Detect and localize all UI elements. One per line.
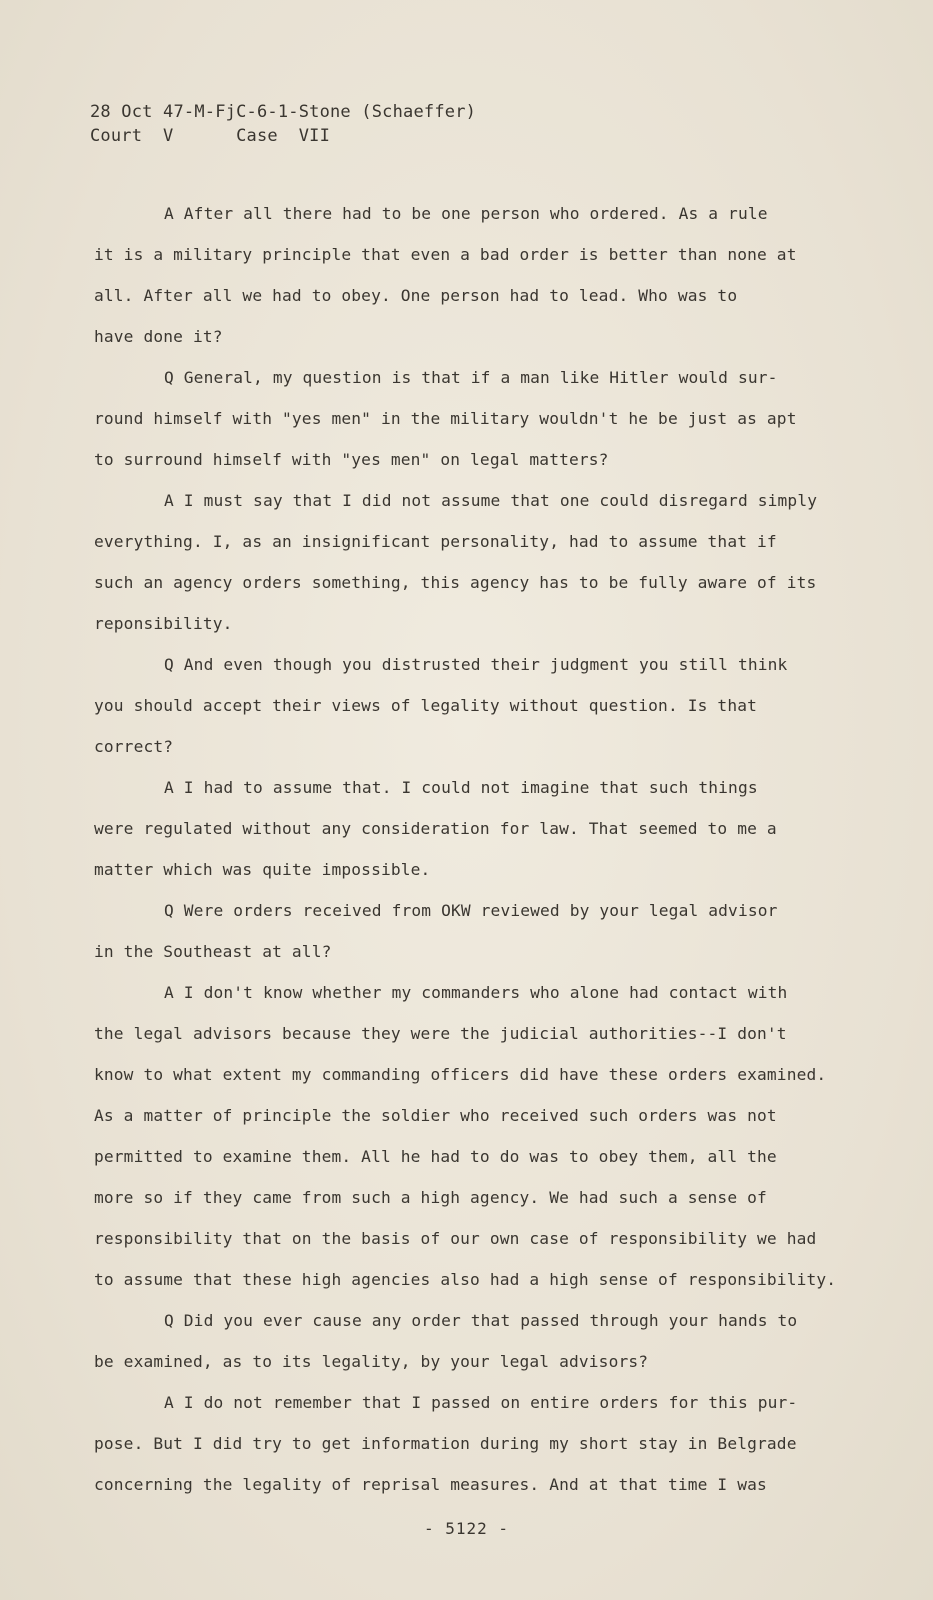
- text-line: Q Did you ever cause any order that passed through your hands to: [164, 1311, 798, 1330]
- header-court-case: Court V Case VII: [90, 126, 331, 146]
- transcript-answer: [94, 972, 884, 1300]
- text-line: the legal advisors because they were the judicial authorities--I don't: [94, 1024, 787, 1043]
- page-number: - 5122 -: [423, 1519, 510, 1538]
- text-line: permitted to examine them. All he had to do was to obey them, all the: [94, 1147, 777, 1166]
- header-case-reference: 28 Oct 47-M-FjC-6-1-Stone (Schaeffer): [90, 102, 477, 122]
- text-line: A I do not remember that I passed on entire orders for this pur-: [164, 1393, 798, 1412]
- text-line: be examined, as to its legality, by your legal advisors?: [94, 1352, 649, 1371]
- transcript-answer: [94, 1382, 884, 1505]
- text-line: all. After all we had to obey. One person had to lead. Who was to: [94, 286, 738, 305]
- text-line: correct?: [94, 737, 174, 756]
- text-line: everything. I, as an insignificant personality, had to assume that if: [94, 532, 777, 551]
- document-header: [90, 100, 476, 148]
- text-line: Q General, my question is that if a man like Hitler would sur-: [164, 368, 778, 387]
- text-line: more so if they came from such a high agency. We had such a sense of: [94, 1188, 767, 1207]
- text-line: to surround himself with "yes men" on legal matters?: [94, 450, 609, 469]
- transcript-question: [94, 1300, 884, 1382]
- text-line: responsibility that on the basis of our own case of responsibility we had: [94, 1229, 817, 1248]
- text-line: to assume that these high agencies also had a high sense of responsibility.: [94, 1270, 837, 1289]
- transcript-question: [94, 357, 884, 480]
- text-line: pose. But I did try to get information during my short stay in Belgrade: [94, 1434, 797, 1453]
- text-line: As a matter of principle the soldier who received such orders was not: [94, 1106, 777, 1125]
- transcript-answer: [94, 480, 884, 644]
- text-line: Q And even though you distrusted their judgment you still think: [164, 655, 788, 674]
- transcript-question: [94, 890, 884, 972]
- transcript-body: [94, 193, 884, 1505]
- text-line: in the Southeast at all?: [94, 942, 332, 961]
- text-line: A I don't know whether my commanders who alone had contact with: [164, 983, 788, 1002]
- text-line: A After all there had to be one person who ordered. As a rule: [164, 204, 768, 223]
- text-line: A I must say that I did not assume that one could disregard simply: [164, 491, 818, 510]
- transcript-question: [94, 644, 884, 767]
- text-line: were regulated without any consideration for law. That seemed to me a: [94, 819, 777, 838]
- transcript-answer: [94, 767, 884, 890]
- text-line: Q Were orders received from OKW reviewed by your legal advisor: [164, 901, 778, 920]
- text-line: A I had to assume that. I could not imagine that such things: [164, 778, 758, 797]
- text-line: concerning the legality of reprisal measures. And at that time I was: [94, 1475, 767, 1494]
- text-line: have done it?: [94, 327, 223, 346]
- transcript-answer: [94, 193, 884, 357]
- text-line: know to what extent my commanding officers did have these orders examined.: [94, 1065, 827, 1084]
- text-line: you should accept their views of legality without question. Is that: [94, 696, 758, 715]
- text-line: it is a military principle that even a bad order is better than none at: [94, 245, 797, 264]
- text-line: reponsibility.: [94, 614, 233, 633]
- text-line: matter which was quite impossible.: [94, 860, 431, 879]
- text-line: such an agency orders something, this agency has to be fully aware of its: [94, 573, 817, 592]
- text-line: round himself with "yes men" in the military wouldn't he be just as apt: [94, 409, 797, 428]
